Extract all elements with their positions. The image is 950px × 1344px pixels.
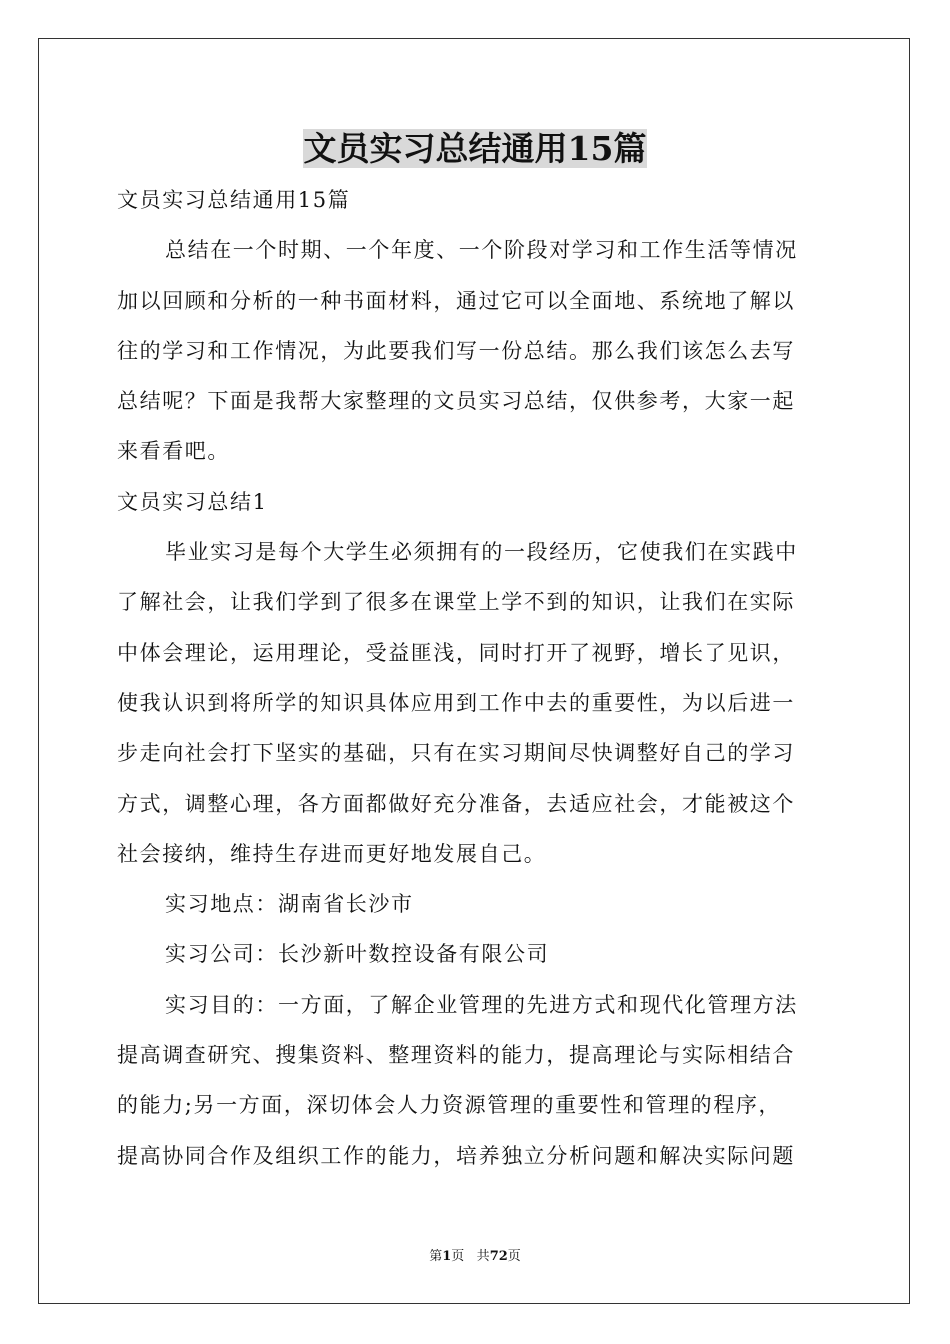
text-line: 来看看吧。 (117, 439, 230, 464)
text-line: 提高协同合作及组织工作的能力，培养独立分析问题和解决实际问题 (117, 1143, 795, 1168)
footer-total-pages: 72 (489, 1249, 508, 1264)
page-footer (0, 1248, 950, 1266)
text-line: 的能力;另一方面，深切体会人力资源管理的重要性和管理的程序， (117, 1093, 782, 1118)
footer-total-suffix: 页 (507, 1249, 521, 1264)
footer-page-prefix: 第 (429, 1249, 443, 1264)
text-line: 中体会理论，运用理论，受益匪浅，同时打开了视野，增长了见识， (117, 640, 795, 665)
text-line: 文员实习总结1 (117, 489, 268, 514)
text-line: 总结呢？下面是我帮大家整理的文员实习总结，仅供参考，大家一起 (117, 389, 795, 414)
text-line: 文员实习总结通用15篇 (117, 188, 351, 212)
footer-total-prefix: 共 (476, 1249, 490, 1264)
text-line: 毕业实习是每个大学生必须拥有的一段经历，它使我们在实践中 (165, 540, 798, 565)
text-line: 加以回顾和分析的一种书面材料，通过它可以全面地、系统地了解以 (117, 288, 795, 313)
text-line: 使我认识到将所学的知识具体应用到工作中去的重要性，为以后进一 (117, 690, 795, 715)
document-title (0, 126, 950, 172)
text-line: 了解社会，让我们学到了很多在课堂上学不到的知识，让我们在实际 (117, 590, 795, 615)
text-line: 步走向社会打下坚实的基础，只有在实习期间尽快调整好自己的学习 (117, 741, 795, 766)
text-line: 方式，调整心理，各方面都做好充分准备，去适应社会，才能被这个 (117, 791, 795, 816)
text-line: 实习目的：一方面，了解企业管理的先进方式和现代化管理方法 (165, 992, 798, 1017)
text-line: 往的学习和工作情况，为此要我们写一份总结。那么我们该怎么去写 (117, 338, 795, 363)
footer-page-number: 1 (442, 1249, 452, 1264)
document-title-text: 文员实习总结通用15篇 (303, 129, 647, 168)
text-line: 提高调查研究、搜集资料、整理资料的能力，提高理论与实际相结合 (117, 1043, 795, 1068)
text-line: 实习公司：长沙新叶数控设备有限公司 (165, 942, 550, 967)
text-line: 实习地点：湖南省长沙市 (165, 892, 414, 917)
text-line: 社会接纳，维持生存进而更好地发展自己。 (117, 841, 547, 866)
text-line: 总结在一个时期、一个年度、一个阶段对学习和工作生活等情况 (165, 238, 798, 263)
footer-page-suffix: 页 (451, 1249, 465, 1264)
document-body (117, 178, 833, 1184)
